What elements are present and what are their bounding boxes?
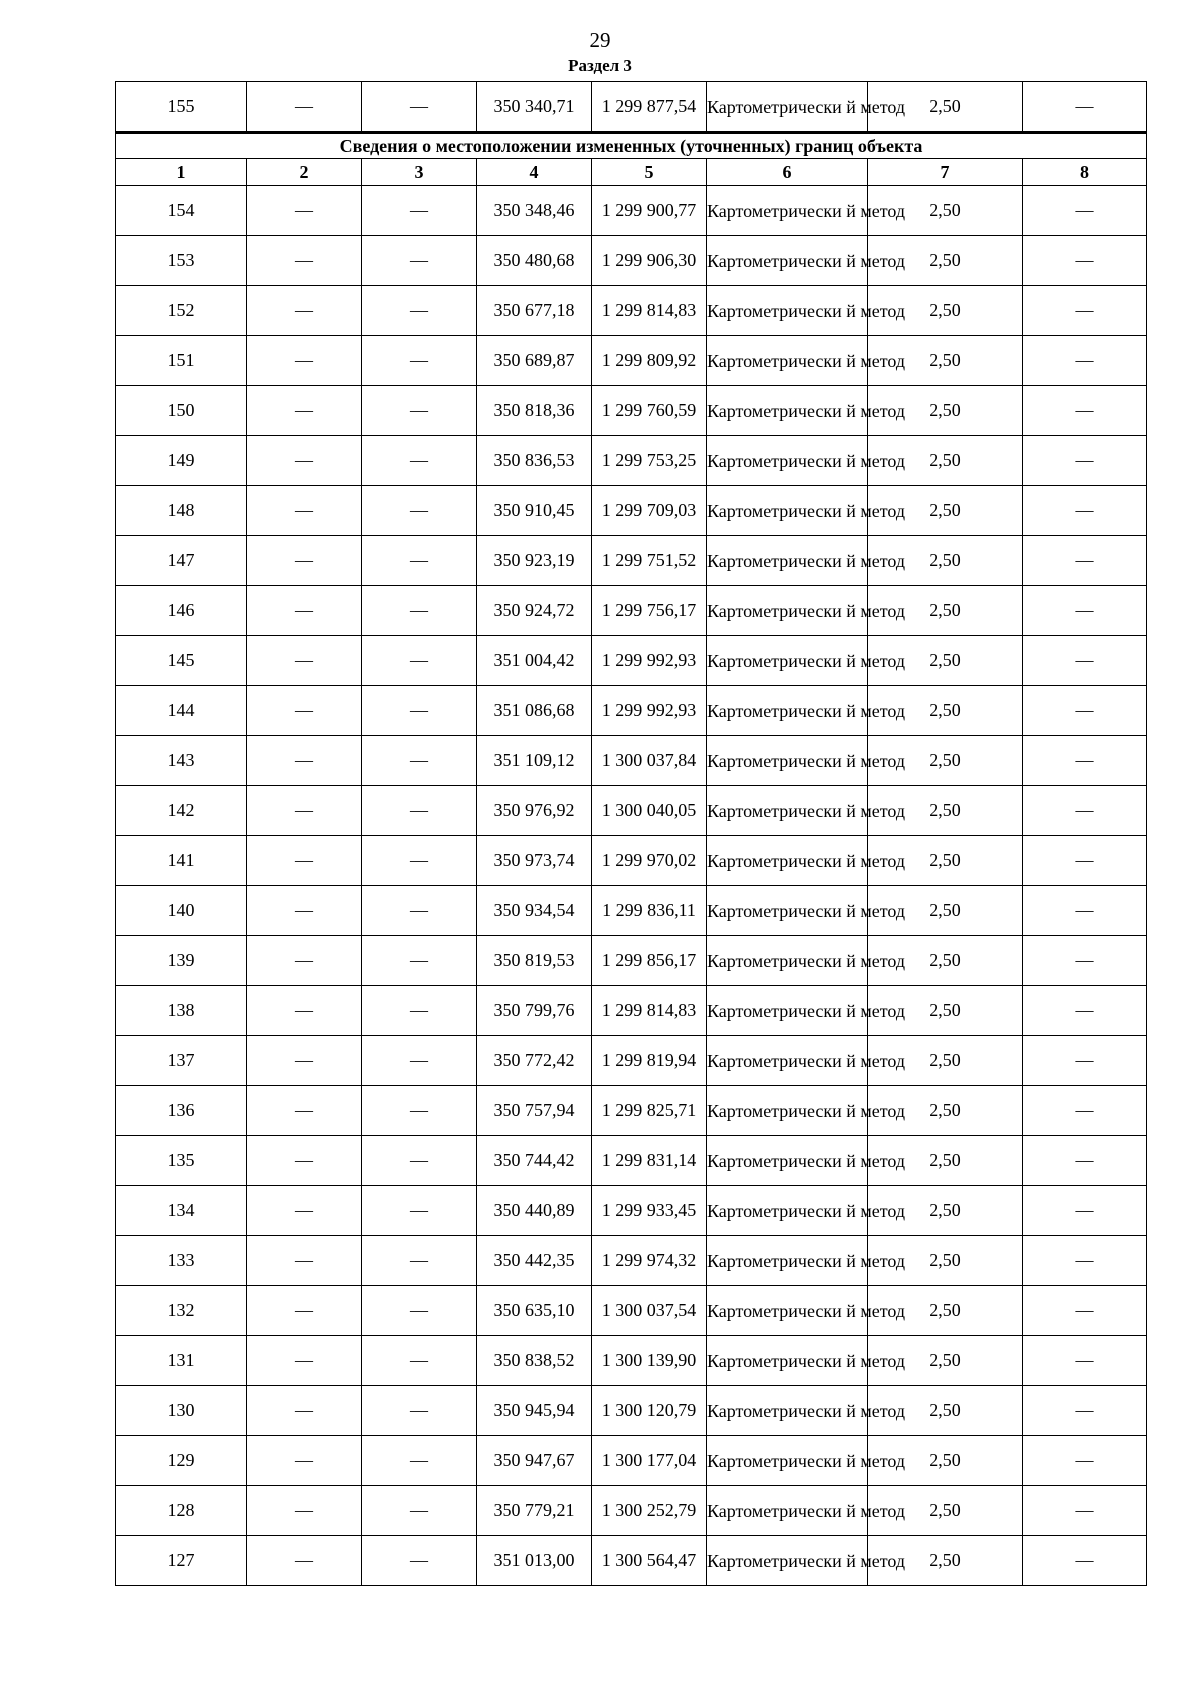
method-cell: Картометрически й метод — [707, 1136, 868, 1186]
y-coordinate: 1 299 970,02 — [592, 836, 707, 886]
column-2-value: — — [247, 536, 362, 586]
column-8-value: — — [1023, 836, 1147, 886]
column-3-value: — — [362, 986, 477, 1036]
accuracy-value: 2,50 — [868, 1236, 1023, 1286]
method-cell: Картометрически й метод — [707, 1186, 868, 1236]
y-coordinate: 1 299 900,77 — [592, 186, 707, 236]
method-cell: Картометрически й метод — [707, 236, 868, 286]
table-row — [116, 186, 1147, 236]
column-number-row — [116, 159, 1147, 186]
x-coordinate: 350 838,52 — [477, 1336, 592, 1386]
point-number: 148 — [116, 486, 247, 536]
column-2-value: — — [247, 1036, 362, 1086]
method-cell: Картометрически й метод — [707, 1436, 868, 1486]
column-8-value: — — [1023, 1436, 1147, 1486]
y-coordinate: 1 299 836,11 — [592, 886, 707, 936]
accuracy-value: 2,50 — [868, 636, 1023, 686]
y-coordinate: 1 300 120,79 — [592, 1386, 707, 1436]
x-coordinate: 350 689,87 — [477, 336, 592, 386]
table-row — [116, 636, 1147, 686]
accuracy-value: 2,50 — [868, 786, 1023, 836]
column-2-value: — — [247, 1286, 362, 1336]
table-row — [116, 1286, 1147, 1336]
column-3-value: — — [362, 1286, 477, 1336]
table-row — [116, 786, 1147, 836]
column-number: 2 — [247, 159, 362, 186]
table-row — [116, 1036, 1147, 1086]
column-8-value: — — [1023, 1036, 1147, 1086]
y-coordinate: 1 299 809,92 — [592, 336, 707, 386]
y-coordinate: 1 299 877,54 — [592, 82, 707, 133]
column-2-value: — — [247, 186, 362, 236]
column-3-value: — — [362, 1086, 477, 1136]
method-cell: Картометрически й метод — [707, 1486, 868, 1536]
column-2-value: — — [247, 936, 362, 986]
accuracy-value: 2,50 — [868, 736, 1023, 786]
accuracy-value: 2,50 — [868, 1186, 1023, 1236]
accuracy-value: 2,50 — [868, 536, 1023, 586]
column-number: 3 — [362, 159, 477, 186]
column-8-value: — — [1023, 1136, 1147, 1186]
column-3-value: — — [362, 486, 477, 536]
point-number: 127 — [116, 1536, 247, 1586]
accuracy-value: 2,50 — [868, 486, 1023, 536]
y-coordinate: 1 299 992,93 — [592, 636, 707, 686]
column-number: 7 — [868, 159, 1023, 186]
method-cell: Картометрически й метод — [707, 336, 868, 386]
point-number: 137 — [116, 1036, 247, 1086]
method-cell: Картометрически й метод — [707, 1236, 868, 1286]
column-2-value: — — [247, 786, 362, 836]
y-coordinate: 1 299 831,14 — [592, 1136, 707, 1186]
column-2-value: — — [247, 586, 362, 636]
method-cell: Картометрически й метод — [707, 286, 868, 336]
y-coordinate: 1 299 814,83 — [592, 986, 707, 1036]
table-row — [116, 1186, 1147, 1236]
column-2-value: — — [247, 1536, 362, 1586]
method-cell: Картометрически й метод — [707, 686, 868, 736]
method-cell: Картометрически й метод — [707, 636, 868, 686]
point-number: 143 — [116, 736, 247, 786]
column-3-value: — — [362, 386, 477, 436]
point-number: 138 — [116, 986, 247, 1036]
column-3-value: — — [362, 1186, 477, 1236]
column-8-value: — — [1023, 186, 1147, 236]
coordinates-table — [115, 81, 1147, 1586]
column-3-value: — — [362, 1436, 477, 1486]
y-coordinate: 1 299 906,30 — [592, 236, 707, 286]
column-8-value: — — [1023, 536, 1147, 586]
column-8-value: — — [1023, 236, 1147, 286]
point-number: 155 — [116, 82, 247, 133]
column-8-value: — — [1023, 486, 1147, 536]
point-number: 130 — [116, 1386, 247, 1436]
point-number: 142 — [116, 786, 247, 836]
column-8-value: — — [1023, 686, 1147, 736]
table-row — [116, 1086, 1147, 1136]
accuracy-value: 2,50 — [868, 336, 1023, 386]
column-8-value: — — [1023, 1386, 1147, 1436]
point-number: 129 — [116, 1436, 247, 1486]
accuracy-value: 2,50 — [868, 186, 1023, 236]
accuracy-value: 2,50 — [868, 1136, 1023, 1186]
column-8-value: — — [1023, 1186, 1147, 1236]
y-coordinate: 1 299 825,71 — [592, 1086, 707, 1136]
column-8-value: — — [1023, 636, 1147, 686]
accuracy-value: 2,50 — [868, 1336, 1023, 1386]
method-cell: Картометрически й метод — [707, 1286, 868, 1336]
column-8-value: — — [1023, 336, 1147, 386]
accuracy-value: 2,50 — [868, 586, 1023, 636]
column-2-value: — — [247, 1086, 362, 1136]
x-coordinate: 350 744,42 — [477, 1136, 592, 1186]
accuracy-value: 2,50 — [868, 986, 1023, 1036]
y-coordinate: 1 299 814,83 — [592, 286, 707, 336]
column-8-value: — — [1023, 786, 1147, 836]
column-3-value: — — [362, 886, 477, 936]
column-2-value: — — [247, 1436, 362, 1486]
column-2-value: — — [247, 686, 362, 736]
column-3-value: — — [362, 736, 477, 786]
column-number: 8 — [1023, 159, 1147, 186]
method-cell: Картометрически й метод — [707, 436, 868, 486]
table-row — [116, 686, 1147, 736]
column-3-value: — — [362, 786, 477, 836]
point-number: 140 — [116, 886, 247, 936]
x-coordinate: 350 819,53 — [477, 936, 592, 986]
x-coordinate: 351 013,00 — [477, 1536, 592, 1586]
table-row — [116, 736, 1147, 786]
y-coordinate: 1 300 037,54 — [592, 1286, 707, 1336]
column-2-value: — — [247, 436, 362, 486]
method-cell: Картометрически й метод — [707, 186, 868, 236]
x-coordinate: 350 772,42 — [477, 1036, 592, 1086]
column-3-value: — — [362, 286, 477, 336]
point-number: 151 — [116, 336, 247, 386]
method-cell: Картометрически й метод — [707, 586, 868, 636]
table-caption: Сведения о местоположении измененных (уточненных) границ объекта — [116, 133, 1147, 159]
column-8-value: — — [1023, 1486, 1147, 1536]
column-2-value: — — [247, 236, 362, 286]
column-8-value: — — [1023, 436, 1147, 486]
column-2-value: — — [247, 486, 362, 536]
column-3-value: — — [362, 1486, 477, 1536]
method-cell: Картометрически й метод — [707, 486, 868, 536]
accuracy-value: 2,50 — [868, 1036, 1023, 1086]
table-row — [116, 486, 1147, 536]
column-number: 1 — [116, 159, 247, 186]
table-row — [116, 1536, 1147, 1586]
x-coordinate: 350 945,94 — [477, 1386, 592, 1436]
column-8-value: — — [1023, 1286, 1147, 1336]
column-8-value: — — [1023, 586, 1147, 636]
page-number: 29 — [589, 28, 611, 52]
column-8-value: — — [1023, 986, 1147, 1036]
y-coordinate: 1 299 756,17 — [592, 586, 707, 636]
method-cell: Картометрически й метод — [707, 1086, 868, 1136]
column-3-value: — — [362, 1136, 477, 1186]
column-number: 6 — [707, 159, 868, 186]
table-row — [116, 1486, 1147, 1536]
y-coordinate: 1 299 751,52 — [592, 536, 707, 586]
column-2-value: — — [247, 986, 362, 1036]
column-3-value: — — [362, 1036, 477, 1086]
x-coordinate: 351 004,42 — [477, 636, 592, 686]
column-3-value: — — [362, 336, 477, 386]
x-coordinate: 350 973,74 — [477, 836, 592, 886]
column-3-value: — — [362, 436, 477, 486]
accuracy-value: 2,50 — [868, 82, 1023, 133]
column-8-value: — — [1023, 886, 1147, 936]
table-row — [116, 836, 1147, 886]
x-coordinate: 350 947,67 — [477, 1436, 592, 1486]
y-coordinate: 1 299 753,25 — [592, 436, 707, 486]
accuracy-value: 2,50 — [868, 436, 1023, 486]
table-row — [116, 986, 1147, 1036]
x-coordinate: 350 440,89 — [477, 1186, 592, 1236]
method-cell: Картометрически й метод — [707, 1536, 868, 1586]
column-3-value: — — [362, 836, 477, 886]
table-row — [116, 1386, 1147, 1436]
x-coordinate: 350 799,76 — [477, 986, 592, 1036]
x-coordinate: 350 635,10 — [477, 1286, 592, 1336]
column-8-value: — — [1023, 286, 1147, 336]
table-row — [116, 886, 1147, 936]
y-coordinate: 1 300 037,84 — [592, 736, 707, 786]
x-coordinate: 351 086,68 — [477, 686, 592, 736]
column-2-value: — — [247, 886, 362, 936]
point-number: 147 — [116, 536, 247, 586]
point-number: 128 — [116, 1486, 247, 1536]
table-row — [116, 1436, 1147, 1486]
point-number: 136 — [116, 1086, 247, 1136]
column-2-value: — — [247, 1236, 362, 1286]
column-8-value: — — [1023, 736, 1147, 786]
accuracy-value: 2,50 — [868, 286, 1023, 336]
y-coordinate: 1 300 177,04 — [592, 1436, 707, 1486]
table-row — [116, 236, 1147, 286]
column-3-value: — — [362, 1386, 477, 1436]
point-number: 146 — [116, 586, 247, 636]
column-2-value: — — [247, 636, 362, 686]
y-coordinate: 1 300 040,05 — [592, 786, 707, 836]
point-number: 141 — [116, 836, 247, 886]
accuracy-value: 2,50 — [868, 386, 1023, 436]
x-coordinate: 350 924,72 — [477, 586, 592, 636]
column-2-value: — — [247, 1136, 362, 1186]
column-3-value: — — [362, 1236, 477, 1286]
table-row — [116, 436, 1147, 486]
column-8-value: — — [1023, 1336, 1147, 1386]
column-3-value: — — [362, 82, 477, 133]
accuracy-value: 2,50 — [868, 1436, 1023, 1486]
table-row — [116, 386, 1147, 436]
method-cell: Картометрически й метод — [707, 736, 868, 786]
y-coordinate: 1 299 709,03 — [592, 486, 707, 536]
x-coordinate: 350 340,71 — [477, 82, 592, 133]
table-row — [116, 1236, 1147, 1286]
column-2-value: — — [247, 836, 362, 886]
section-title: Раздел 3 — [568, 56, 632, 75]
column-2-value: — — [247, 286, 362, 336]
table-row — [116, 82, 1147, 133]
accuracy-value: 2,50 — [868, 936, 1023, 986]
accuracy-value: 2,50 — [868, 1286, 1023, 1336]
y-coordinate: 1 299 992,93 — [592, 686, 707, 736]
y-coordinate: 1 299 933,45 — [592, 1186, 707, 1236]
accuracy-value: 2,50 — [868, 236, 1023, 286]
x-coordinate: 350 677,18 — [477, 286, 592, 336]
point-number: 133 — [116, 1236, 247, 1286]
x-coordinate: 350 442,35 — [477, 1236, 592, 1286]
column-8-value: — — [1023, 82, 1147, 133]
column-3-value: — — [362, 636, 477, 686]
method-cell: Картометрически й метод — [707, 1036, 868, 1086]
column-2-value: — — [247, 386, 362, 436]
x-coordinate: 350 934,54 — [477, 886, 592, 936]
column-8-value: — — [1023, 936, 1147, 986]
point-number: 139 — [116, 936, 247, 986]
y-coordinate: 1 299 856,17 — [592, 936, 707, 986]
column-number: 5 — [592, 159, 707, 186]
x-coordinate: 350 757,94 — [477, 1086, 592, 1136]
x-coordinate: 350 976,92 — [477, 786, 592, 836]
accuracy-value: 2,50 — [868, 1086, 1023, 1136]
x-coordinate: 350 480,68 — [477, 236, 592, 286]
y-coordinate: 1 299 974,32 — [592, 1236, 707, 1286]
column-2-value: — — [247, 336, 362, 386]
method-cell: Картометрически й метод — [707, 886, 868, 936]
y-coordinate: 1 300 252,79 — [592, 1486, 707, 1536]
column-3-value: — — [362, 686, 477, 736]
y-coordinate: 1 300 564,47 — [592, 1536, 707, 1586]
point-number: 131 — [116, 1336, 247, 1386]
accuracy-value: 2,50 — [868, 1386, 1023, 1436]
accuracy-value: 2,50 — [868, 686, 1023, 736]
x-coordinate: 350 923,19 — [477, 536, 592, 586]
table-row — [116, 1136, 1147, 1186]
method-cell: Картометрически й метод — [707, 936, 868, 986]
point-number: 134 — [116, 1186, 247, 1236]
point-number: 135 — [116, 1136, 247, 1186]
method-cell: Картометрически й метод — [707, 1336, 868, 1386]
x-coordinate: 350 836,53 — [477, 436, 592, 486]
column-3-value: — — [362, 936, 477, 986]
column-8-value: — — [1023, 1086, 1147, 1136]
accuracy-value: 2,50 — [868, 836, 1023, 886]
column-3-value: — — [362, 1336, 477, 1386]
column-8-value: — — [1023, 386, 1147, 436]
column-2-value: — — [247, 1336, 362, 1386]
method-cell: Картометрически й метод — [707, 536, 868, 586]
method-cell: Картометрически й метод — [707, 386, 868, 436]
column-2-value: — — [247, 82, 362, 133]
table-row — [116, 1336, 1147, 1386]
point-number: 144 — [116, 686, 247, 736]
method-cell: Картометрически й метод — [707, 1386, 868, 1436]
accuracy-value: 2,50 — [868, 1486, 1023, 1536]
column-2-value: — — [247, 736, 362, 786]
caption-row — [116, 133, 1147, 159]
point-number: 153 — [116, 236, 247, 286]
column-3-value: — — [362, 586, 477, 636]
point-number: 152 — [116, 286, 247, 336]
point-number: 150 — [116, 386, 247, 436]
point-number: 149 — [116, 436, 247, 486]
column-8-value: — — [1023, 1236, 1147, 1286]
method-cell: Картометрически й метод — [707, 786, 868, 836]
column-2-value: — — [247, 1186, 362, 1236]
method-cell: Картометрически й метод — [707, 836, 868, 886]
table-body — [116, 82, 1147, 1586]
method-cell: Картометрически й метод — [707, 986, 868, 1036]
method-cell: Картометрически й метод — [707, 82, 868, 133]
x-coordinate: 351 109,12 — [477, 736, 592, 786]
column-3-value: — — [362, 186, 477, 236]
point-number: 132 — [116, 1286, 247, 1336]
point-number: 145 — [116, 636, 247, 686]
column-3-value: — — [362, 236, 477, 286]
column-2-value: — — [247, 1386, 362, 1436]
y-coordinate: 1 300 139,90 — [592, 1336, 707, 1386]
column-3-value: — — [362, 536, 477, 586]
x-coordinate: 350 910,45 — [477, 486, 592, 536]
table-row — [116, 286, 1147, 336]
table-row — [116, 936, 1147, 986]
x-coordinate: 350 779,21 — [477, 1486, 592, 1536]
x-coordinate: 350 818,36 — [477, 386, 592, 436]
x-coordinate: 350 348,46 — [477, 186, 592, 236]
point-number: 154 — [116, 186, 247, 236]
column-3-value: — — [362, 1536, 477, 1586]
column-number: 4 — [477, 159, 592, 186]
y-coordinate: 1 299 819,94 — [592, 1036, 707, 1086]
column-8-value: — — [1023, 1536, 1147, 1586]
y-coordinate: 1 299 760,59 — [592, 386, 707, 436]
table-row — [116, 586, 1147, 636]
accuracy-value: 2,50 — [868, 886, 1023, 936]
column-2-value: — — [247, 1486, 362, 1536]
table-row — [116, 336, 1147, 386]
accuracy-value: 2,50 — [868, 1536, 1023, 1586]
table-row — [116, 536, 1147, 586]
